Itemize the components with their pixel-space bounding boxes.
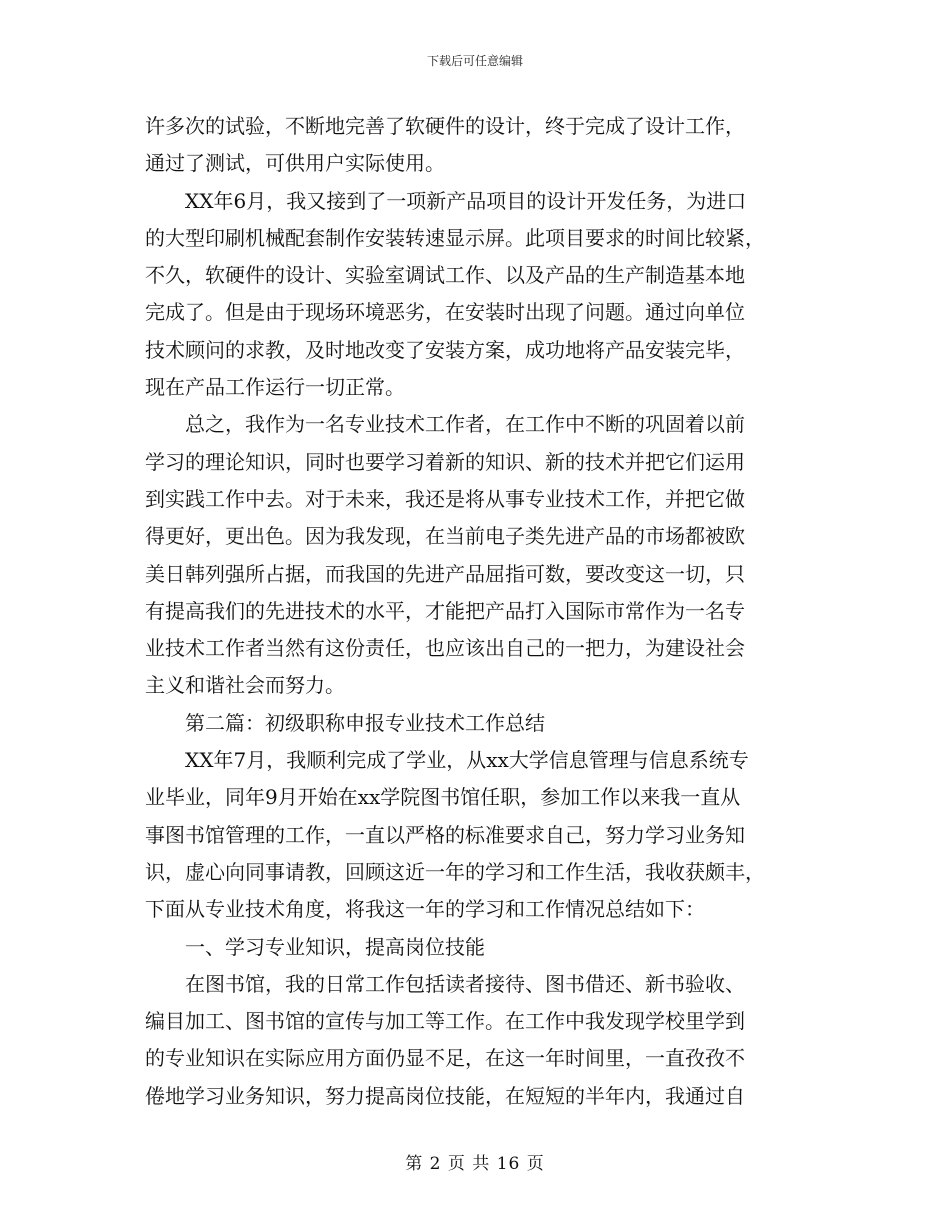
text-line: 识，虚心向同事请教，回顾这近一年的学习和工作生活，我收获颇丰， (145, 859, 765, 884)
text-line: XX年6月，我又接到了一项新产品项目的设计开发任务，为进口 (145, 188, 747, 213)
text-line: 有提高我们的先进技术的水平，才能把产品打入国际市常作为一名专 (145, 598, 745, 623)
text-line: 倦地学习业务知识，努力提高岗位技能，在短短的半年内，我通过自 (145, 1083, 745, 1108)
text-line: 的大型印刷机械配套制作安装转速显示屏。此项目要求的时间比较紧， (145, 225, 765, 250)
text-line: 到实践工作中去。对于未来，我还是将从事专业技术工作，并把它做 (145, 486, 745, 511)
page-header: 下载后可任意编辑 (426, 54, 523, 68)
document-body (145, 108, 805, 1115)
text-line: 总之，我作为一名专业技术工作者，在工作中不断的巩固着以前 (145, 412, 745, 437)
text-line: 现在产品工作运行一切正常。 (145, 375, 405, 400)
text-line: 技术顾问的求教，及时地改变了安装方案，成功地将产品安装完毕， (145, 337, 745, 362)
text-line: 一、学习专业知识，提高岗位技能 (145, 934, 485, 959)
text-line: 学习的理论知识，同时也要学习着新的知识、新的技术并把它们运用 (145, 449, 745, 474)
text-line: 业技术工作者当然有这份责任，也应该出自己的一把力，为建设社会 (145, 636, 745, 661)
text-line: 下面从专业技术角度，将我这一年的学习和工作情况总结如下： (145, 897, 705, 922)
text-line: 第二篇：初级职称申报专业技术工作总结 (145, 710, 545, 735)
text-line: 在图书馆，我的日常工作包括读者接待、图书借还、新书验收、 (145, 971, 745, 996)
text-line: 业毕业，同年9月开始在xx学院图书馆任职，参加工作以来我一直从 (145, 785, 741, 810)
text-line: XX年7月，我顺利完成了学业，从xx大学信息管理与信息系统专 (145, 748, 749, 773)
text-line: 美日韩列强所占据，而我国的先进产品屈指可数，要改变这一切，只 (145, 561, 745, 586)
text-line: 通过了测试，可供用户实际使用。 (145, 151, 445, 176)
text-line: 完成了。但是由于现场环境恶劣，在安装时出现了问题。通过向单位 (145, 300, 745, 325)
text-line: 许多次的试验，不断地完善了软硬件的设计，终于完成了设计工作， (145, 114, 745, 138)
text-line: 事图书馆管理的工作，一直以严格的标准要求自己，努力学习业务知 (145, 822, 745, 847)
page-footer: 第 2 页 共 16 页 (405, 1154, 545, 1174)
text-line: 得更好，更出色。因为我发现，在当前电子类先进产品的市场都被欧 (145, 524, 745, 549)
text-line: 不久，软硬件的设计、实验室调试工作、以及产品的生产制造基本地 (145, 263, 745, 288)
text-line: 主义和谐社会而努力。 (145, 673, 345, 698)
text-line: 的专业知识在实际应用方面仍显不足，在这一年时间里，一直孜孜不 (145, 1046, 745, 1071)
text-line: 编目加工、图书馆的宣传与加工等工作。在工作中我发现学校里学到 (145, 1009, 745, 1034)
